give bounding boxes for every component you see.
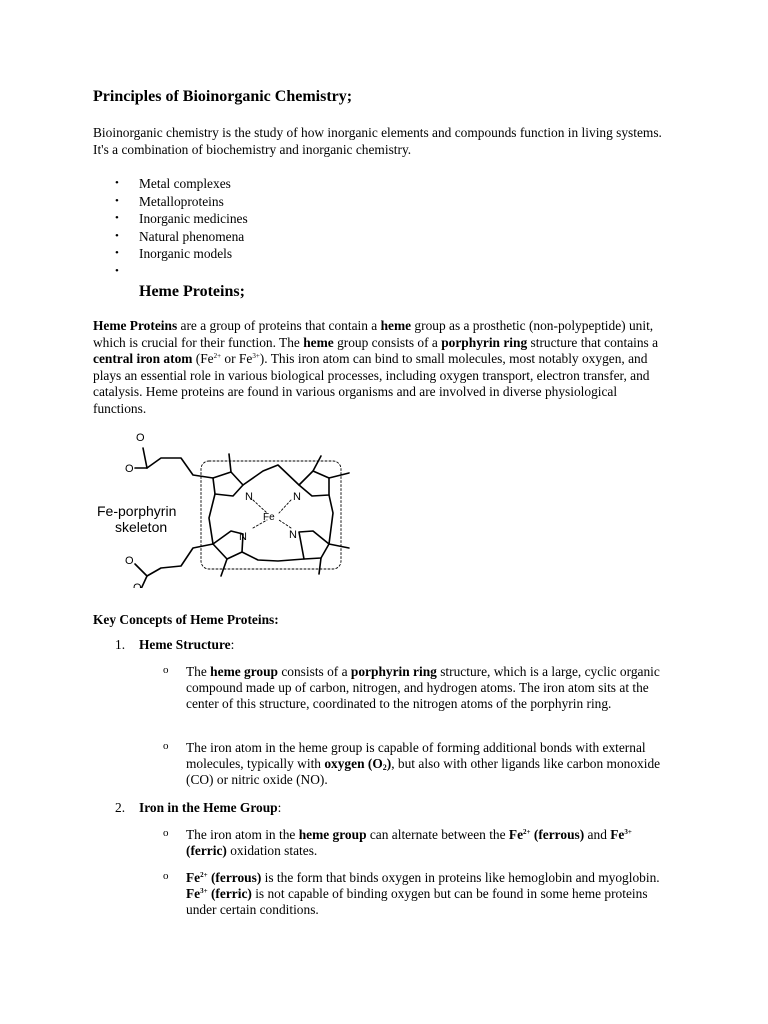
bullet-icon: • — [115, 194, 119, 207]
fe-porphyrin-figure — [93, 428, 373, 588]
bullet-icon: • — [115, 177, 119, 189]
list-item — [93, 210, 248, 228]
bullet-icon: • — [115, 229, 119, 242]
list-item — [93, 228, 248, 246]
heme-paragraph: Heme Proteins are a group of proteins that contain a heme group as a prosthetic (non-polypeptide) unit, which is crucial for their function. The heme group consists of a porphyrin ring structure that contains a central iron atom ($Fe^{2+}$ or $Fe^{3+}$). This iron atom can bind to small molecules, most notably oxygen, and plays an essential role in various biological processes, including oxygen transport, electron transfer, and catalysis. Heme proteins are found in various organisms and are involved in diverse physiological functions. — [93, 318, 659, 416]
list-item-label: Natural phenomena — [139, 228, 245, 244]
bullet-icon: • — [115, 247, 119, 259]
figure-label-line2: skeleton — [115, 519, 168, 535]
nitrogen-label: N — [239, 531, 247, 543]
sub-bullet-text: The iron atom in the heme group is capable of forming additional bonds with external molecules, typically with oxygen $(O_2)$, but also with other ligands like carbon monoxide (CO) or nitric oxide (NO). — [186, 740, 661, 788]
list-item — [93, 245, 248, 263]
item-number: 1. — [115, 637, 126, 652]
oxygen-label: O — [125, 463, 134, 475]
sub-bullet-icon: o — [163, 827, 169, 839]
oxygen-label: O — [133, 582, 142, 588]
oxygen-label: O — [125, 555, 134, 567]
document-title: Principles of Bioinorganic Chemistry; — [93, 88, 353, 105]
porphyrin-structure-diagram — [93, 428, 373, 588]
list-item-label: Inorganic models — [139, 246, 233, 261]
oxygen-label: O — [136, 432, 145, 444]
item-number: 2. — [115, 800, 126, 815]
list-item — [93, 263, 248, 281]
list-item-label: Metal complexes — [139, 176, 231, 191]
intro-paragraph: Bioinorganic chemistry is the study of how inorganic elements and compounds function in living systems. It's a combination of biochemistry and inorganic chemistry. — [93, 125, 662, 157]
key-concepts-title: Key Concepts of Heme Proteins: — [93, 612, 279, 627]
pyrrole-ring-top-right — [299, 471, 329, 496]
nitrogen-label: N — [293, 491, 301, 503]
sub-bullet-text: The heme group consists of a porphyrin ring structure, which is a large, cyclic organic compound made up of carbon, nitrogen, and hydrogen atoms. The iron atom sits at the center of this structure, coordinated to the nitrogen atoms of the porphyrin ring. — [186, 664, 660, 712]
item-title: Iron in the Heme Group — [139, 800, 278, 815]
sub-bullet-item — [163, 870, 675, 919]
figure-label-line1: Fe-porphyrin — [97, 503, 177, 519]
sub-bullet-text: $Fe^{2+}$ (ferrous) is the form that binds oxygen in proteins like hemoglobin and myoglobin. $Fe^{3+}$ (ferric) is not capable of binding oxygen but can be found in some heme proteins under certain conditions. — [186, 870, 660, 918]
nitrogen-label: N — [289, 529, 297, 541]
sub-bullet-item — [163, 664, 675, 713]
topic-list — [93, 175, 248, 280]
nitrogen-label: N — [245, 491, 253, 503]
item-title: Heme Structure — [139, 637, 231, 652]
list-item-label: Inorganic medicines — [139, 211, 248, 226]
list-item — [93, 175, 248, 193]
iron-label: Fe — [263, 512, 275, 523]
section-heading: Heme Proteins; — [139, 283, 245, 300]
bullet-icon: • — [115, 212, 119, 224]
sub-bullet-icon: o — [163, 664, 169, 676]
sub-bullet-icon: o — [163, 740, 169, 752]
pyrrole-ring-top-left — [213, 472, 243, 496]
sub-bullet-item — [163, 827, 675, 859]
list-item-label: Metalloproteins — [139, 193, 224, 209]
sub-bullet-item — [163, 740, 675, 789]
pyrrole-ring-bottom-right — [299, 531, 329, 559]
bullet-icon: • — [115, 264, 119, 277]
list-item — [93, 193, 248, 211]
sub-bullet-icon: o — [163, 870, 169, 882]
sub-bullet-text: The iron atom in the heme group can alternate between the $Fe^{2+}$ (ferrous) and $Fe^{3+}$ (ferric) oxidation states. — [186, 827, 632, 859]
